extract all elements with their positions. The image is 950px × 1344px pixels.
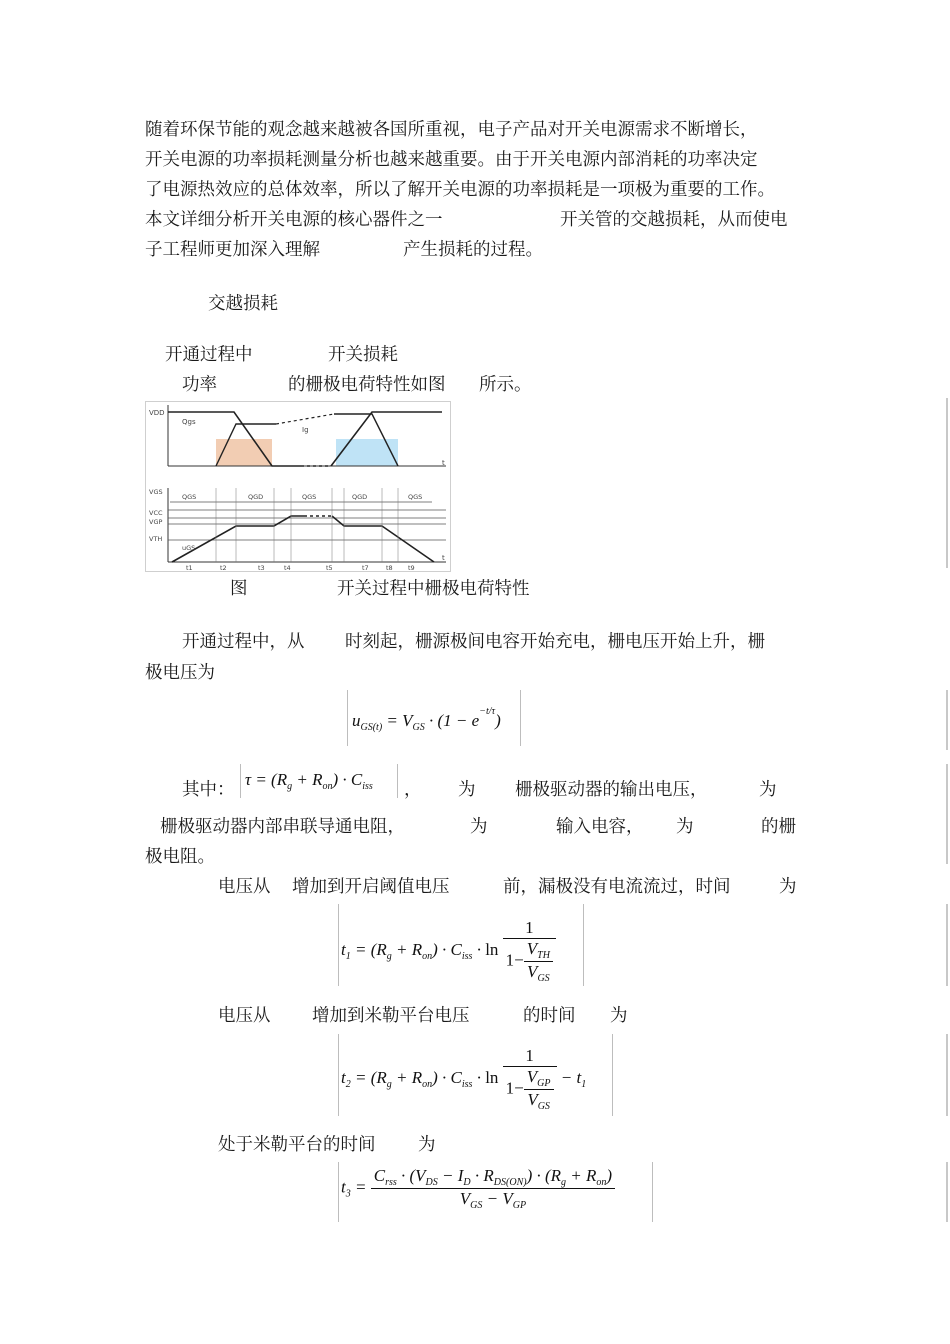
body-where-a: 其中：	[182, 780, 235, 800]
equation-tau: $\tau = (R_g + R_{on}) \cdot C_{iss}$	[240, 764, 398, 798]
page-edge-mark	[946, 764, 948, 864]
equation-t3: $t_3$ = $\frac{C_{rss} \cdot (V_{DS} - I_D \cdot R_{DS(ON)}) \cdot (R_g + R_{on})}{V_{GS} - V_{GP}}$	[338, 1162, 653, 1222]
tick-t1: t1	[186, 564, 193, 571]
body-line2-d: 为	[676, 817, 694, 837]
blue-region	[336, 439, 398, 466]
label-vgs: VGS	[149, 488, 163, 496]
vgs-waveform	[172, 516, 304, 562]
intro-line-2: 开关电源的功率损耗测量分析也越来越重要。由于开关电源内部消耗的功率决定	[145, 150, 758, 170]
label-q5: QGS	[408, 493, 423, 501]
step1-a: 电压从	[218, 877, 271, 897]
page-edge-mark	[946, 1162, 948, 1222]
page-edge-mark	[946, 1034, 948, 1116]
fig-intro-c: 所示。	[479, 375, 532, 395]
step3-b: 为	[418, 1135, 436, 1155]
label-ugs: uGS	[182, 544, 196, 552]
gate-charge-diagram	[146, 402, 450, 571]
step2-c: 的时间	[523, 1006, 576, 1026]
figure-caption-a: 图	[230, 579, 248, 599]
gate-charge-figure	[145, 401, 451, 572]
body-where-d: 栅极驱动器的输出电压，	[515, 780, 708, 800]
label-t-bottom: t	[442, 554, 445, 562]
section-title: 交越损耗	[208, 294, 278, 314]
tick-t8: t8	[386, 564, 393, 571]
body-where-e: 为	[759, 780, 777, 800]
orange-region	[216, 439, 272, 466]
body-p1-b: 时刻起，栅源极间电容开始充电，栅电压开始上升，栅	[345, 632, 765, 652]
body-line2-b: 为	[470, 817, 488, 837]
intro-line-1: 随着环保节能的观念越来越被各国所重视，电子产品对开关电源需求不断增长，	[145, 120, 758, 140]
figure-caption-b: 开关过程中栅极电荷特性	[337, 579, 530, 599]
intro-line-5b: 产生损耗的过程。	[403, 240, 543, 260]
tick-t4: t4	[284, 564, 291, 571]
step3-a: 处于米勒平台的时间	[218, 1135, 376, 1155]
tick-t2: t2	[220, 564, 227, 571]
label-q1: QGS	[182, 493, 197, 501]
body-where-b: ，	[404, 780, 422, 800]
label-q2: QGD	[248, 493, 264, 501]
step1-b: 增加到开启阈值电压	[292, 877, 450, 897]
label-vcc: VCC	[149, 509, 163, 517]
tick-t3: t3	[258, 564, 265, 571]
subsection-a: 开通过程中	[165, 345, 253, 365]
page-edge-mark	[946, 904, 948, 986]
step2-b: 增加到米勒平台电压	[312, 1006, 470, 1026]
step1-c: 前，漏极没有电流流过，时间	[503, 877, 731, 897]
label-q3: QGS	[302, 493, 317, 501]
label-q4: QGD	[352, 493, 368, 501]
body-where-c: 为	[458, 780, 476, 800]
body-line2-a: 栅极驱动器内部串联导通电阻，	[160, 817, 405, 837]
tick-t9: t9	[408, 564, 415, 571]
subsection-b: 开关损耗	[328, 345, 398, 365]
intro-line-4b: 开关管的交越损耗，从而使电	[560, 210, 788, 230]
tick-t7: t7	[362, 564, 369, 571]
body-line2-c: 输入电容，	[556, 817, 644, 837]
equation-t1: $t_1 = (R_g + R_{on}) \cdot C_{iss} \cdot \ln$ 1 1− $\frac{V_{TH}}{V_{GS}}$	[338, 904, 584, 986]
page-edge-mark	[946, 398, 948, 568]
body-p1-a: 开通过程中，从	[182, 632, 305, 652]
label-vdd: VDD	[149, 409, 165, 417]
body-line3: 极电阻。	[145, 847, 215, 867]
body-line2-e: 的栅	[761, 817, 796, 837]
body-p1-c: 极电压为	[145, 663, 215, 683]
intro-line-4a: 本文详细分析开关电源的核心器件之一	[145, 210, 443, 230]
equation-ugs: $u_{GS(t)} = V_{GS} \cdot (1 - e^{-t/\tau})$	[347, 690, 521, 746]
fig-intro-a: 功率	[182, 375, 217, 395]
step2-d: 为	[610, 1006, 628, 1026]
fig-intro-b: 的栅极电荷特性如图	[288, 375, 446, 395]
page-edge-mark	[946, 690, 948, 750]
label-vth: VTH	[149, 535, 163, 543]
label-ig: Ig	[302, 426, 309, 434]
step1-d: 为	[779, 877, 797, 897]
label-t-top: t	[442, 459, 445, 467]
tick-t5: t5	[326, 564, 333, 571]
intro-line-3: 了电源热效应的总体效率，所以了解开关电源的功率损耗是一项极为重要的工作。	[145, 180, 775, 200]
label-qgs-top: Qgs	[182, 418, 196, 426]
intro-line-5a: 子工程师更加深入理解	[145, 240, 320, 260]
label-vgp: VGP	[149, 518, 163, 526]
equation-t2: $t_2 = (R_g + R_{on}) \cdot C_{iss} \cdot \ln$ 1 1− $\frac{V_{GP}}{V_{GS}}$ − $t_1$	[338, 1034, 613, 1116]
step2-a: 电压从	[218, 1006, 271, 1026]
